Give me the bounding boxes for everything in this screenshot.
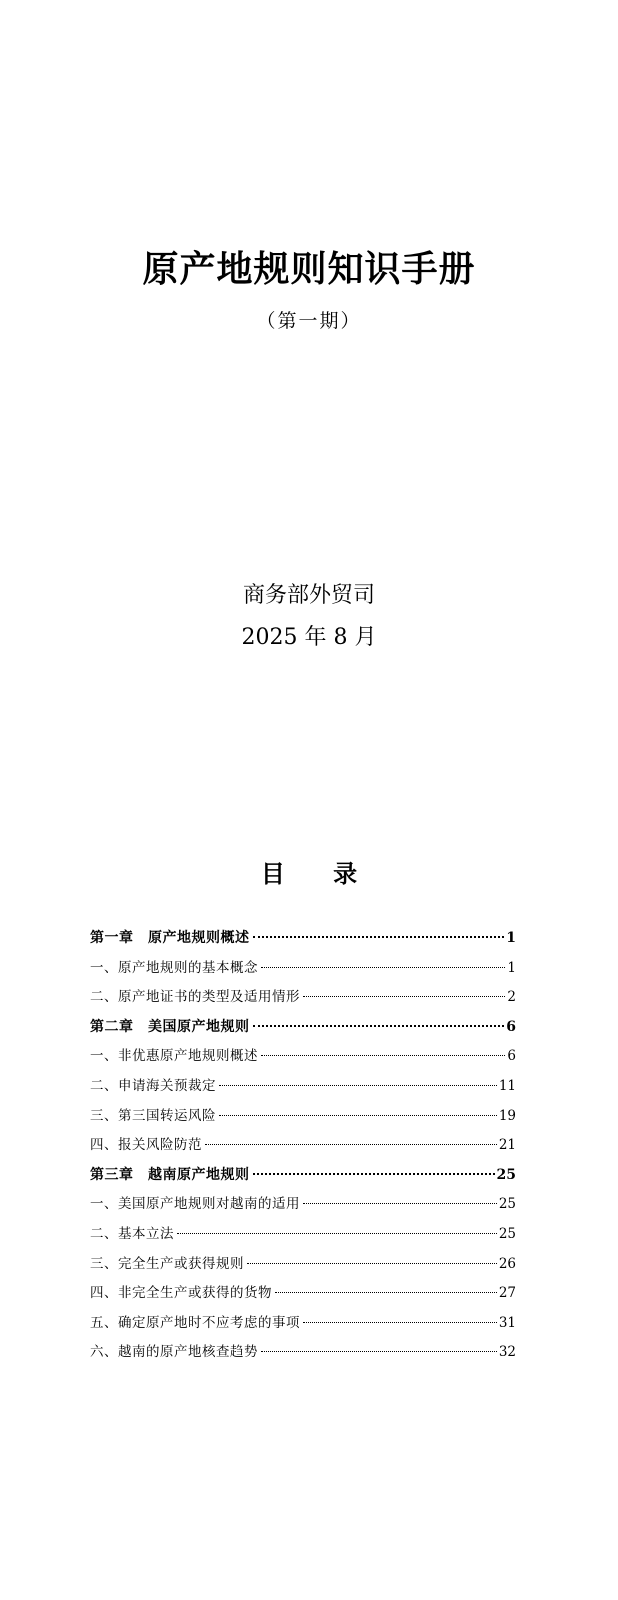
publication-date: 2025 年 8 月 bbox=[241, 625, 377, 650]
toc-leader-dots bbox=[253, 936, 505, 938]
toc-entry-label: 二、基本立法 bbox=[90, 1225, 174, 1242]
toc-entry-section[interactable] bbox=[90, 1220, 516, 1250]
toc-entry-page: 6 bbox=[507, 1048, 516, 1065]
toc-entry-label: 三、第三国转运风险 bbox=[90, 1107, 216, 1124]
toc-leader-dots bbox=[253, 1025, 505, 1027]
toc-entry-page: 21 bbox=[498, 1137, 516, 1154]
publisher: 商务部外贸司 bbox=[242, 583, 375, 608]
toc-entry-label: 四、报关风险防范 bbox=[90, 1137, 202, 1154]
toc-leader-dots bbox=[261, 1351, 497, 1352]
toc-entry-section[interactable] bbox=[90, 1042, 516, 1072]
toc-entry-label: 五、确定原产地时不应考虑的事项 bbox=[90, 1314, 300, 1331]
toc-entry-page: 31 bbox=[498, 1314, 516, 1331]
toc-entry-label: 一、非优惠原产地规则概述 bbox=[90, 1048, 258, 1065]
toc-entry-section[interactable] bbox=[90, 1190, 516, 1220]
toc-entry-section[interactable] bbox=[90, 1102, 516, 1132]
toc-leader-dots bbox=[253, 1173, 495, 1175]
toc-entry-chapter-1[interactable] bbox=[90, 924, 516, 954]
toc-entry-label: 二、原产地证书的类型及适用情形 bbox=[90, 989, 300, 1006]
toc-entry-label: 六、越南的原产地核查趋势 bbox=[90, 1344, 258, 1361]
toc-entry-page: 25 bbox=[498, 1196, 516, 1213]
toc-leader-dots bbox=[247, 1263, 497, 1264]
toc-leader-dots bbox=[303, 996, 505, 997]
toc-entry-page: 1 bbox=[506, 930, 516, 946]
toc-entry-page: 19 bbox=[498, 1107, 516, 1124]
toc-entry-page: 6 bbox=[506, 1018, 516, 1035]
toc-entry-section[interactable] bbox=[90, 954, 516, 984]
toc-entry-label: 一、美国原产地规则对越南的适用 bbox=[90, 1196, 300, 1213]
toc-entry-chapter-2[interactable] bbox=[90, 1013, 516, 1043]
toc-entry-page: 11 bbox=[498, 1077, 516, 1094]
toc-entry-section[interactable] bbox=[90, 1309, 516, 1339]
toc-heading: 目 录 bbox=[260, 859, 378, 888]
toc-leader-dots bbox=[205, 1144, 497, 1145]
toc-leader-dots bbox=[261, 1055, 505, 1056]
toc-entry-page: 25 bbox=[498, 1225, 516, 1242]
toc-entry-label: 三、完全生产或获得规则 bbox=[90, 1255, 244, 1272]
toc-leader-dots bbox=[261, 967, 505, 968]
toc-entry-page: 32 bbox=[498, 1344, 516, 1361]
toc-entry-chapter-3[interactable] bbox=[90, 1161, 516, 1191]
toc-entry-section[interactable] bbox=[90, 1279, 516, 1309]
toc-leader-dots bbox=[303, 1322, 497, 1323]
toc-entry-label: 第二章 美国原产地规则 bbox=[90, 1018, 250, 1035]
toc-entry-label: 第一章 原产地规则概述 bbox=[90, 930, 250, 946]
toc-entry-label: 二、申请海关预裁定 bbox=[90, 1077, 216, 1094]
toc-leader-dots bbox=[275, 1292, 497, 1293]
toc-entry-section[interactable] bbox=[90, 1250, 516, 1280]
toc-entry-page: 27 bbox=[498, 1285, 516, 1302]
toc-leader-dots bbox=[219, 1115, 497, 1116]
toc-entry-section[interactable] bbox=[90, 1131, 516, 1161]
toc-entry-section[interactable] bbox=[90, 1338, 516, 1368]
toc-leader-dots bbox=[219, 1085, 497, 1086]
table-of-contents bbox=[90, 924, 516, 1368]
toc-entry-label: 四、非完全生产或获得的货物 bbox=[90, 1285, 272, 1302]
toc-leader-dots bbox=[177, 1233, 497, 1234]
toc-entry-page: 2 bbox=[507, 989, 516, 1006]
toc-entry-page: 26 bbox=[498, 1255, 516, 1272]
issue-number: （第一期） bbox=[256, 310, 362, 332]
toc-leader-dots bbox=[303, 1203, 497, 1204]
toc-entry-label: 第三章 越南原产地规则 bbox=[90, 1166, 250, 1183]
toc-entry-section[interactable] bbox=[90, 983, 516, 1013]
toc-entry-label: 一、原产地规则的基本概念 bbox=[90, 959, 258, 976]
document-title: 原产地规则知识手册 bbox=[142, 248, 476, 290]
toc-entry-section[interactable] bbox=[90, 1072, 516, 1102]
toc-entry-page: 25 bbox=[496, 1166, 516, 1183]
toc-entry-page: 1 bbox=[507, 959, 516, 976]
